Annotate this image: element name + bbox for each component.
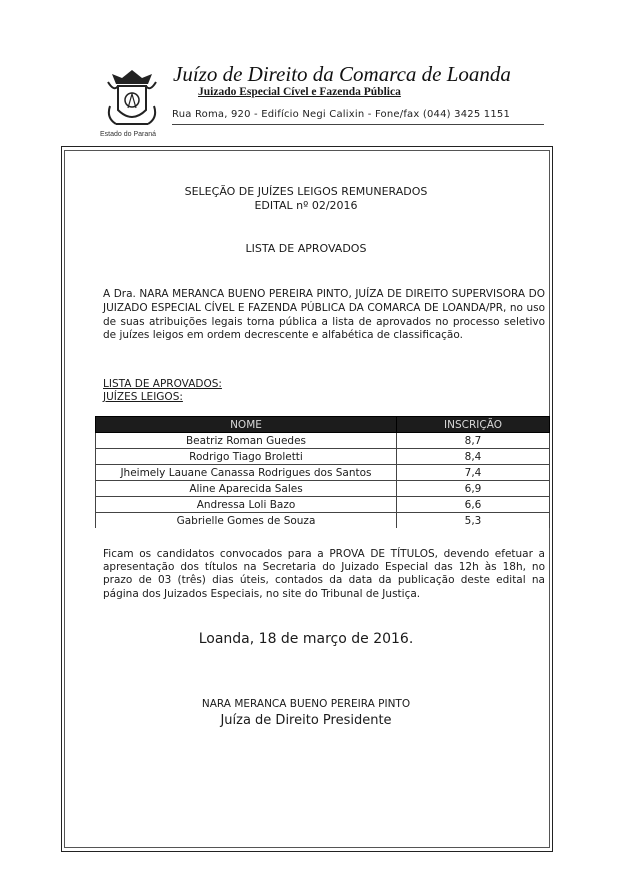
- candidate-score: 5,3: [397, 513, 550, 529]
- table-row: [96, 497, 550, 513]
- header-registration: INSCRIÇÃO: [397, 417, 550, 433]
- table-row: [96, 513, 550, 529]
- candidate-name: Andressa Loli Bazo: [96, 497, 397, 513]
- group-label: JUÍZES LEIGOS:: [103, 391, 183, 403]
- header-name: NOME: [96, 417, 397, 433]
- date-line: Loanda, 18 de março de 2016.: [198, 631, 414, 647]
- approved-candidates-table: [95, 416, 550, 528]
- section-title: LISTA DE APROVADOS: [245, 242, 367, 255]
- state-label: Estado do Paraná: [100, 131, 157, 138]
- candidate-score: 8,4: [397, 449, 550, 465]
- table-row: [96, 481, 550, 497]
- candidate-name: Beatriz Roman Guedes: [96, 433, 397, 449]
- candidate-name: Rodrigo Tiago Broletti: [96, 449, 397, 465]
- notice-heading: SELEÇÃO DE JUÍZES LEIGOS REMUNERADOS: [184, 185, 428, 198]
- parana-coat-of-arms-icon: [104, 62, 160, 132]
- intro-paragraph: A Dra. NARA MERANCA BUENO PEREIRA PINTO, JUÍZA DE DIREITO SUPERVISORA DO JUIZADO ESPECIAL CÍVEL E FAZENDA PÚBLICA DA COMARCA DE LOANDA/PR, no uso de suas atribuições legais torna pública a lista de aprovados no processo seletivo de juízes leigos em ordem decrescente e alfabética de classificação.: [103, 288, 545, 342]
- candidate-score: 7,4: [397, 465, 550, 481]
- table-row: [96, 433, 550, 449]
- table-row: [96, 465, 550, 481]
- table-row: [96, 449, 550, 465]
- court-title: Juízo de Direito da Comarca de Loanda: [173, 62, 511, 86]
- candidate-score: 6,9: [397, 481, 550, 497]
- court-subtitle: Juizado Especial Cível e Fazenda Pública: [198, 86, 401, 98]
- convocation-paragraph: Ficam os candidatos convocados para a PROVA DE TÍTULOS, devendo efetuar a apresentação dos títulos na Secretaria do Juizado Especial das 12h às 18h, no prazo de 03 (três) dias úteis, contados da data da publicação deste edital na página dos Juizados Especiais, no site do Tribunal de Justiça.: [103, 548, 545, 600]
- candidate-name: Gabrielle Gomes de Souza: [96, 513, 397, 529]
- signer-role: Juíza de Direito Presidente: [220, 713, 392, 728]
- candidate-name: Aline Aparecida Sales: [96, 481, 397, 497]
- candidate-name: Jheimely Lauane Canassa Rodrigues dos Santos: [96, 465, 397, 481]
- signer-name: NARA MERANCA BUENO PEREIRA PINTO: [201, 698, 411, 710]
- candidate-score: 6,6: [397, 497, 550, 513]
- court-address: Rua Roma, 920 - Edifício Negi Calixin - Fone/fax (044) 3425 1151: [172, 109, 511, 120]
- candidate-score: 8,7: [397, 433, 550, 449]
- list-label: LISTA DE APROVADOS:: [103, 378, 222, 390]
- header-divider: [172, 124, 544, 125]
- table-header-row: [96, 417, 550, 433]
- edital-number: EDITAL nº 02/2016: [254, 199, 358, 212]
